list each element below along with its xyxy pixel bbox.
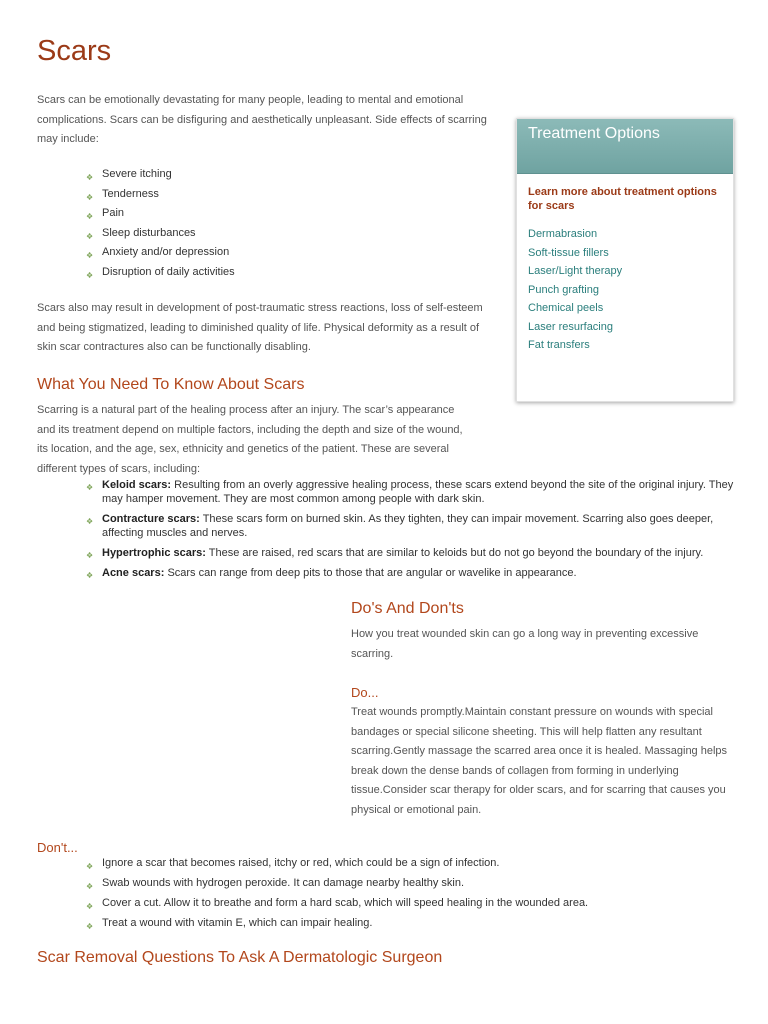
questions-heading: Scar Removal Questions To Ask A Dermatologic Surgeon [37, 949, 443, 966]
scar-types-list [86, 478, 736, 586]
treatment-link-chemical-peels[interactable]: Chemical peels [528, 302, 604, 314]
need-to-know-text: Scarring is a natural part of the healing process after an injury. The scar’s appearance and its treatment depend on multiple factors, including the depth and size of the wound, its location, and the age, sex, ethnicity and genetics of the patient. These are several different types of scars, including: [37, 404, 463, 475]
dos-donts-heading: Do's And Don'ts [351, 600, 464, 617]
bullet-icon: ❖ [86, 882, 94, 891]
bullet-icon: ❖ [86, 270, 94, 280]
do-paragraph: Treat wounds promptly.Maintain constant pressure on wounds with special bandages or special silicone sheeting. This will help flatten any resultant scarring.Gently massage the scarred area once it is healed. Massaging helps break down the dense bands of collagen from forming in underlying tissue.Consider scar therapy for older scars, and for scarring that causes you physical or emotional pain. [351, 706, 728, 816]
page-title: Scars [37, 35, 112, 67]
list-item: ❖ Hypertrophic scars: These are raised, red scars that are similar to keloids but do not go beyond the boundary of the injury. [86, 546, 736, 560]
side-effects-list [86, 168, 486, 286]
bullet-icon: ❖ [86, 483, 94, 492]
treatment-link-laser-light-therapy[interactable]: Laser/Light therapy [528, 265, 623, 277]
list-item: ❖ Keloid scars: Resulting from an overly aggressive healing process, these scars extend beyond the site of the original injury. They may hamper movement. They are most common among people with dark skin. [86, 479, 734, 505]
list-item: ❖ Pain [86, 207, 125, 222]
treatment-link-punch-grafting[interactable]: Punch grafting [528, 283, 599, 296]
bullet-icon: ❖ [86, 192, 94, 202]
need-to-know-paragraph [37, 401, 637, 479]
list-item: ❖ Swab wounds with hydrogen peroxide. It can damage nearby healthy skin. [86, 877, 464, 891]
dont-heading: Don't... [37, 840, 78, 855]
bullet-icon: ❖ [86, 902, 94, 911]
sidebar-intro-link[interactable]: Learn more about treatment options for scars [528, 186, 717, 212]
treatment-link-fat-transfers[interactable]: Fat transfers [528, 339, 590, 351]
list-item: ❖ Acne scars: Scars can range from deep pits to those that are angular or wavelike in appearance. [86, 566, 736, 580]
list-item: ❖ Contracture scars: These scars form on burned skin. As they tighten, they can impair movement. Scarring also goes deeper, affecting muscles and nerves. [86, 513, 714, 539]
list-item: ❖ Anxiety and/or depression [86, 246, 230, 261]
treatment-link-dermabrasion[interactable]: Dermabrasion [528, 228, 598, 240]
bullet-icon: ❖ [86, 551, 94, 560]
sidebar-title: Treatment Options [528, 125, 660, 142]
need-to-know-heading: What You Need To Know About Scars [37, 376, 305, 393]
bullet-icon: ❖ [86, 173, 94, 182]
bullet-icon: ❖ [86, 212, 94, 222]
donts-list [86, 857, 736, 937]
bullet-icon: ❖ [86, 517, 94, 526]
list-item: ❖ Cover a cut. Allow it to breathe and form a hard scab, which will speed healing in the wounded area. [86, 897, 589, 911]
sidebar-header [517, 119, 733, 174]
treatment-options-panel [516, 118, 734, 402]
bullet-icon: ❖ [86, 251, 94, 261]
treatment-link-laser-resurfacing[interactable]: Laser resurfacing [528, 320, 613, 333]
bullet-icon: ❖ [86, 922, 94, 931]
do-heading: Do... [351, 685, 379, 700]
list-item: ❖ Ignore a scar that becomes raised, itchy or red, which could be a sign of infection. [86, 857, 500, 871]
dos-donts-intro: How you treat wounded skin can go a long way in preventing excessive scarring. [351, 628, 699, 660]
bullet-icon: ❖ [86, 231, 94, 241]
list-item: ❖ Sleep disturbances [86, 226, 196, 241]
bullet-icon: ❖ [86, 571, 94, 580]
list-item: ❖ Disruption of daily activities [86, 265, 235, 280]
bullet-icon: ❖ [86, 862, 94, 871]
list-item: ❖ Severe itching [86, 168, 172, 182]
consequences-paragraph: Scars also may result in development of post-traumatic stress reactions, loss of self-esteem and being stigmatized, leading to diminished quality of life. Physical deformity as a result of skin scar contractures also can be functionally disabling. [37, 302, 483, 353]
treatment-link-soft-tissue-fillers[interactable]: Soft-tissue fillers [528, 246, 609, 259]
treatment-links [528, 225, 622, 355]
intro-paragraph: Scars can be emotionally devastating for many people, leading to mental and emotional complications. Scars can be disfiguring and aesthetically unpleasant. Side effects of scarring may include: [37, 94, 487, 145]
list-item: ❖ Tenderness [86, 187, 159, 202]
list-item: ❖ Treat a wound with vitamin E, which can impair healing. [86, 917, 373, 931]
